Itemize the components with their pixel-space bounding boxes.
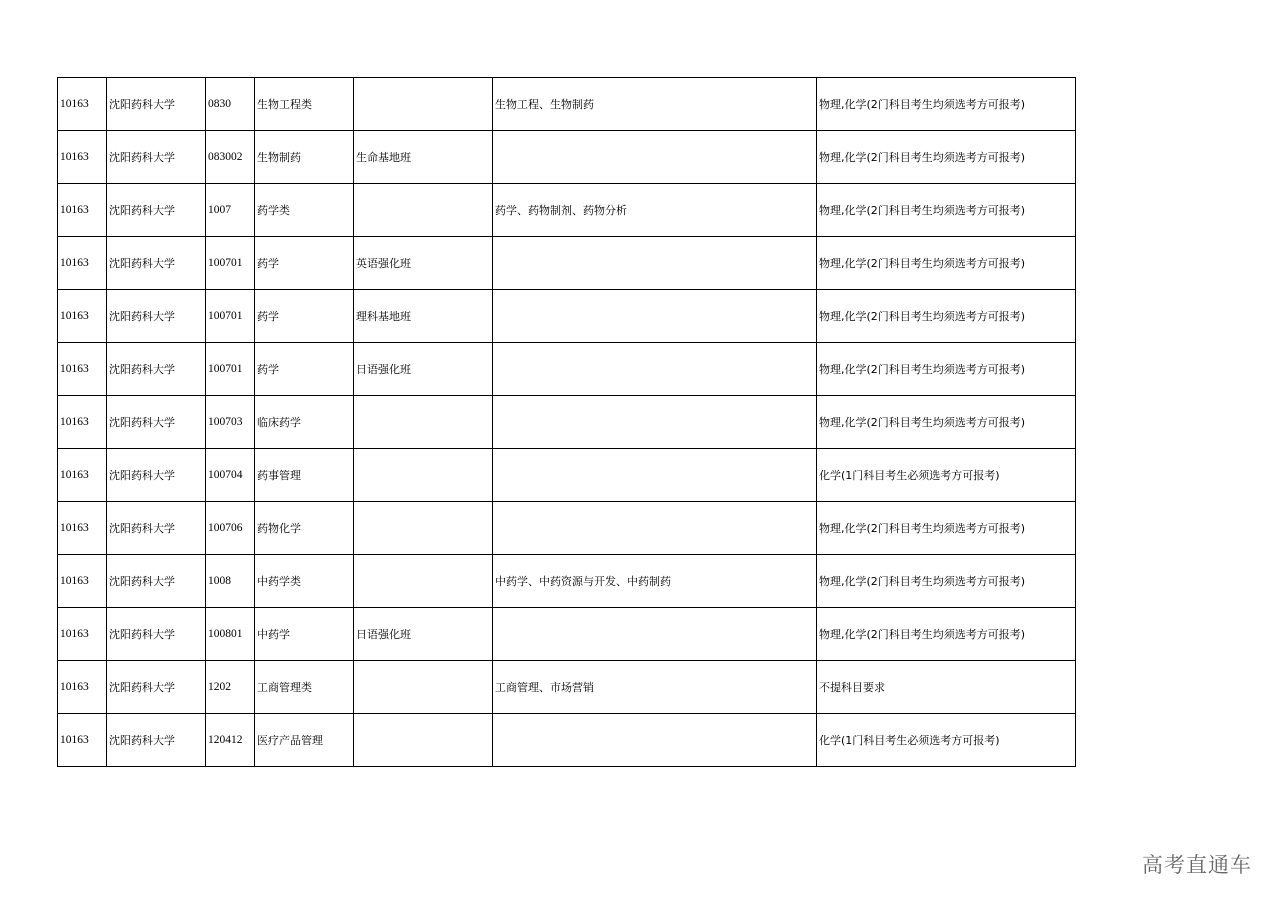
school-code-cell: 10163 xyxy=(58,343,107,396)
included-majors-cell: 中药学、中药资源与开发、中药制药 xyxy=(493,555,817,608)
school-name-cell: 沈阳药科大学 xyxy=(107,555,206,608)
major-name-cell: 生物工程类 xyxy=(255,78,354,131)
table-row xyxy=(58,608,1076,661)
included-majors-cell: 生物工程、生物制药 xyxy=(493,78,817,131)
major-name-cell: 临床药学 xyxy=(255,396,354,449)
major-name-cell: 药物化学 xyxy=(255,502,354,555)
major-note-cell: 理科基地班 xyxy=(354,290,493,343)
major-note-cell xyxy=(354,555,493,608)
school-code-cell: 10163 xyxy=(58,131,107,184)
major-code-cell: 1007 xyxy=(206,184,255,237)
school-code-cell: 10163 xyxy=(58,237,107,290)
major-note-cell: 日语强化班 xyxy=(354,608,493,661)
major-code-cell: 100703 xyxy=(206,396,255,449)
table-row xyxy=(58,184,1076,237)
major-note-cell: 英语强化班 xyxy=(354,237,493,290)
subject-requirement-cell: 物理,化学(2门科目考生均须选考方可报考) xyxy=(817,78,1076,131)
school-code-cell: 10163 xyxy=(58,449,107,502)
table-row xyxy=(58,343,1076,396)
major-note-cell xyxy=(354,184,493,237)
major-name-cell: 生物制药 xyxy=(255,131,354,184)
major-code-cell: 100706 xyxy=(206,502,255,555)
table-row xyxy=(58,449,1076,502)
school-code-cell: 10163 xyxy=(58,661,107,714)
subject-requirement-cell: 物理,化学(2门科目考生均须选考方可报考) xyxy=(817,396,1076,449)
major-name-cell: 中药学 xyxy=(255,608,354,661)
major-note-cell xyxy=(354,396,493,449)
included-majors-cell xyxy=(493,449,817,502)
included-majors-cell xyxy=(493,237,817,290)
school-code-cell: 10163 xyxy=(58,78,107,131)
table-row xyxy=(58,237,1076,290)
major-name-cell: 药学 xyxy=(255,290,354,343)
school-name-cell: 沈阳药科大学 xyxy=(107,661,206,714)
subject-requirement-cell: 物理,化学(2门科目考生均须选考方可报考) xyxy=(817,608,1076,661)
school-code-cell: 10163 xyxy=(58,608,107,661)
major-note-cell: 生命基地班 xyxy=(354,131,493,184)
major-code-cell: 083002 xyxy=(206,131,255,184)
included-majors-cell xyxy=(493,396,817,449)
major-note-cell xyxy=(354,78,493,131)
subject-requirement-cell: 物理,化学(2门科目考生均须选考方可报考) xyxy=(817,131,1076,184)
watermark-logo: 高考直通车 xyxy=(1142,853,1252,877)
major-code-cell: 120412 xyxy=(206,714,255,767)
included-majors-cell: 工商管理、市场营销 xyxy=(493,661,817,714)
major-note-cell xyxy=(354,449,493,502)
major-code-cell: 100704 xyxy=(206,449,255,502)
major-note-cell xyxy=(354,714,493,767)
table-row xyxy=(58,502,1076,555)
included-majors-cell xyxy=(493,131,817,184)
major-note-cell xyxy=(354,661,493,714)
included-majors-cell xyxy=(493,714,817,767)
subject-requirements-table xyxy=(57,77,1076,767)
table-row xyxy=(58,555,1076,608)
major-code-cell: 100701 xyxy=(206,343,255,396)
school-code-cell: 10163 xyxy=(58,396,107,449)
table-row xyxy=(58,131,1076,184)
included-majors-cell: 药学、药物制剂、药物分析 xyxy=(493,184,817,237)
subject-requirement-cell: 物理,化学(2门科目考生均须选考方可报考) xyxy=(817,555,1076,608)
subject-requirement-cell: 不提科目要求 xyxy=(817,661,1076,714)
included-majors-cell xyxy=(493,290,817,343)
table-body xyxy=(58,78,1076,767)
major-name-cell: 中药学类 xyxy=(255,555,354,608)
school-name-cell: 沈阳药科大学 xyxy=(107,502,206,555)
school-name-cell: 沈阳药科大学 xyxy=(107,449,206,502)
included-majors-cell xyxy=(493,502,817,555)
school-code-cell: 10163 xyxy=(58,714,107,767)
subject-requirement-cell: 化学(1门科目考生必须选考方可报考) xyxy=(817,449,1076,502)
major-name-cell: 药学 xyxy=(255,237,354,290)
school-code-cell: 10163 xyxy=(58,555,107,608)
subject-requirement-cell: 物理,化学(2门科目考生均须选考方可报考) xyxy=(817,343,1076,396)
table-row xyxy=(58,661,1076,714)
school-code-cell: 10163 xyxy=(58,502,107,555)
school-name-cell: 沈阳药科大学 xyxy=(107,290,206,343)
included-majors-cell xyxy=(493,343,817,396)
school-code-cell: 10163 xyxy=(58,184,107,237)
major-code-cell: 1202 xyxy=(206,661,255,714)
major-name-cell: 药学 xyxy=(255,343,354,396)
subject-requirement-cell: 物理,化学(2门科目考生均须选考方可报考) xyxy=(817,184,1076,237)
major-name-cell: 药学类 xyxy=(255,184,354,237)
major-code-cell: 100801 xyxy=(206,608,255,661)
major-code-cell: 1008 xyxy=(206,555,255,608)
subject-requirement-cell: 物理,化学(2门科目考生均须选考方可报考) xyxy=(817,502,1076,555)
school-name-cell: 沈阳药科大学 xyxy=(107,237,206,290)
included-majors-cell xyxy=(493,608,817,661)
major-code-cell: 100701 xyxy=(206,237,255,290)
school-name-cell: 沈阳药科大学 xyxy=(107,343,206,396)
major-code-cell: 0830 xyxy=(206,78,255,131)
school-name-cell: 沈阳药科大学 xyxy=(107,714,206,767)
subject-requirement-cell: 物理,化学(2门科目考生均须选考方可报考) xyxy=(817,237,1076,290)
major-name-cell: 药事管理 xyxy=(255,449,354,502)
subject-requirement-cell: 物理,化学(2门科目考生均须选考方可报考) xyxy=(817,290,1076,343)
major-code-cell: 100701 xyxy=(206,290,255,343)
major-name-cell: 工商管理类 xyxy=(255,661,354,714)
table-row xyxy=(58,290,1076,343)
major-note-cell xyxy=(354,502,493,555)
school-name-cell: 沈阳药科大学 xyxy=(107,78,206,131)
table-row xyxy=(58,396,1076,449)
school-code-cell: 10163 xyxy=(58,290,107,343)
table-row xyxy=(58,714,1076,767)
major-name-cell: 医疗产品管理 xyxy=(255,714,354,767)
school-name-cell: 沈阳药科大学 xyxy=(107,608,206,661)
school-name-cell: 沈阳药科大学 xyxy=(107,184,206,237)
school-name-cell: 沈阳药科大学 xyxy=(107,131,206,184)
school-name-cell: 沈阳药科大学 xyxy=(107,396,206,449)
subject-requirement-cell: 化学(1门科目考生必须选考方可报考) xyxy=(817,714,1076,767)
major-note-cell: 日语强化班 xyxy=(354,343,493,396)
table-row xyxy=(58,78,1076,131)
